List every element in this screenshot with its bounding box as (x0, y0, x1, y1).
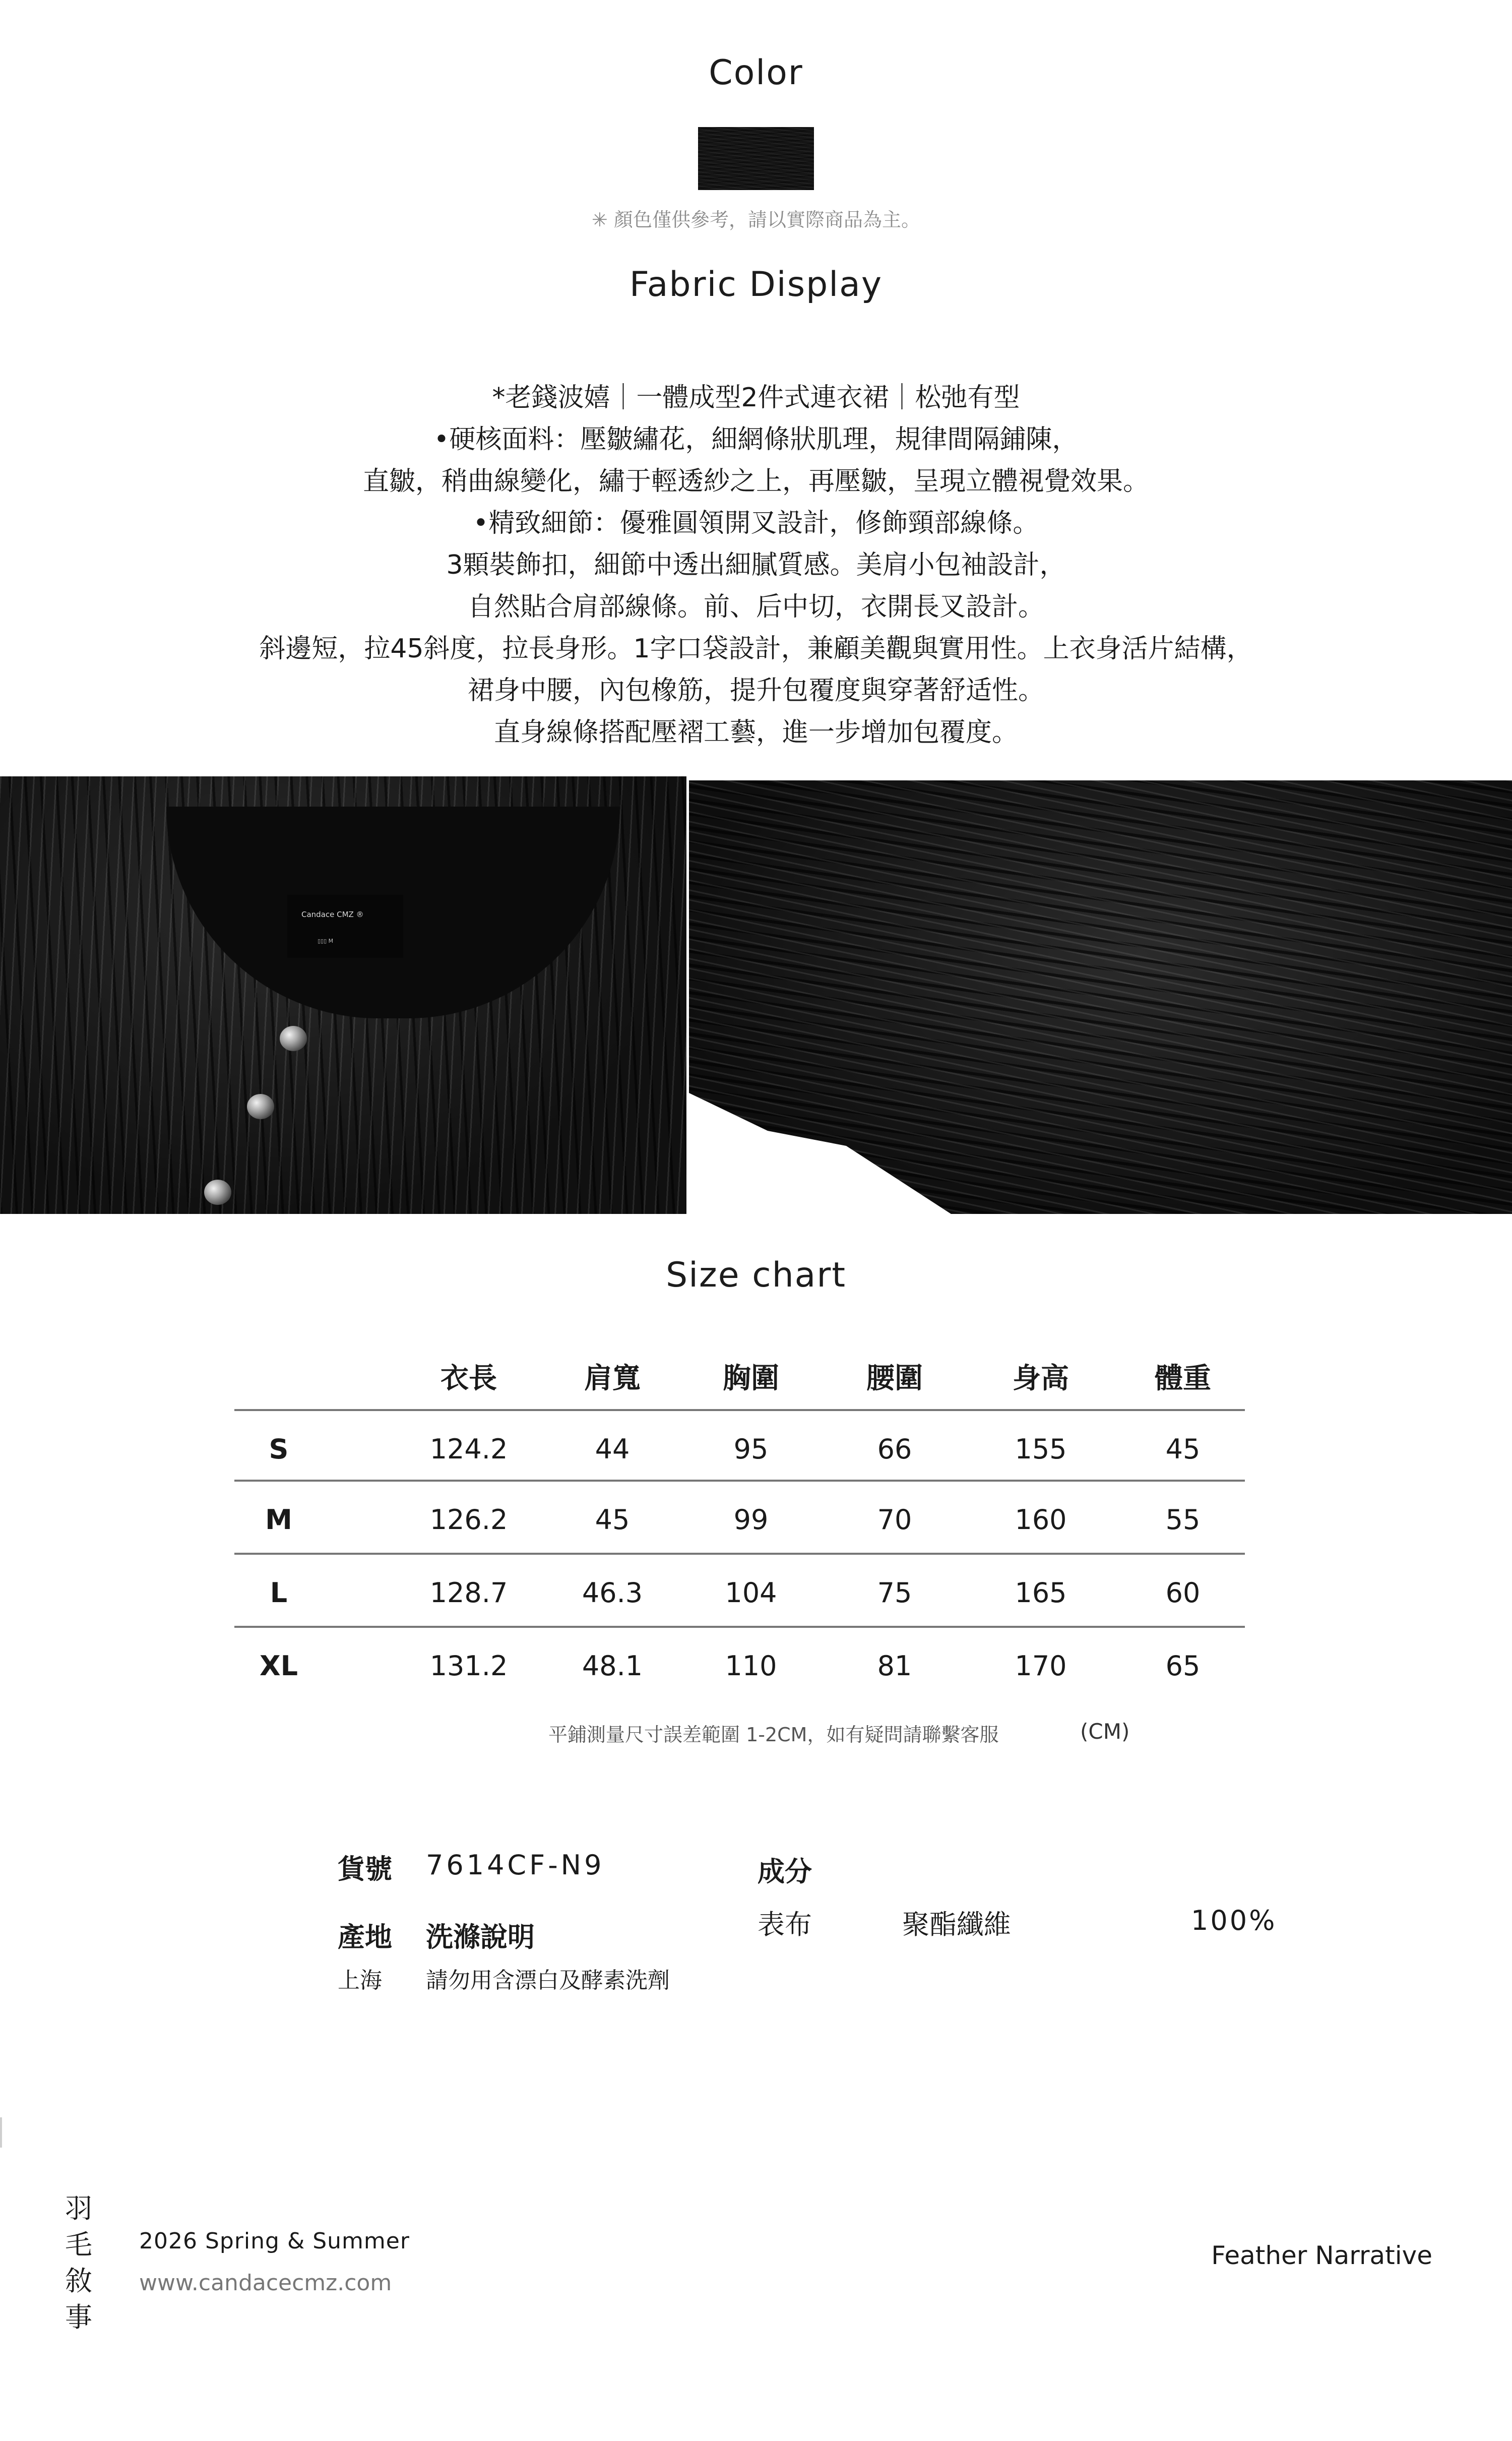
measurement-note: 平鋪測量尺寸誤差範圍 1-2CM，如有疑問請聯繫客服 (548, 1724, 999, 1746)
header-bust: 胸圍 (723, 1362, 779, 1395)
row-divider (234, 1626, 1245, 1628)
description-line: 自然貼合肩部線條。前、后中切，衣開長叉設計。 (467, 592, 1044, 622)
composition-material: 聚酯纖維 (902, 1909, 1011, 1940)
description-line: 3顆裝飾扣，細節中透出細膩質感。美肩小包袖設計， (446, 550, 1066, 580)
measurement-unit: (CM) (1080, 1719, 1130, 1744)
button-icon (247, 1094, 274, 1119)
row-divider (234, 1409, 1245, 1411)
brand-label-text: Candace CMZ ® (301, 910, 364, 919)
table-cell: 75 (877, 1577, 912, 1609)
website-link[interactable]: www.candacecmz.com (139, 2270, 392, 2296)
table-cell: 60 (1165, 1577, 1201, 1609)
size-label: L (270, 1577, 288, 1609)
description-line: *老錢波嬉｜一體成型2件式連衣裙｜松弛有型 (492, 383, 1020, 413)
season-text: 2026 Spring & Summer (139, 2228, 410, 2254)
table-cell: 110 (725, 1650, 777, 1682)
tagline: Feather Narrative (1211, 2241, 1432, 2270)
table-row (234, 1553, 1245, 1623)
table-cell: 131.2 (429, 1650, 508, 1682)
fabric-photo-texture (689, 780, 1512, 1214)
care-label: 洗滌說明 (426, 1921, 535, 1953)
table-cell: 45 (1165, 1433, 1201, 1465)
table-cell: 55 (1165, 1504, 1201, 1536)
table-cell: 44 (595, 1433, 630, 1465)
size-label-text: ▯▯▯ M (318, 938, 334, 944)
button-icon (280, 1026, 307, 1051)
composition-label: 成分 (758, 1856, 812, 1887)
color-swatch[interactable] (698, 127, 814, 190)
table-cell: 126.2 (429, 1504, 508, 1536)
table-row (234, 1409, 1245, 1480)
table-cell: 66 (877, 1433, 912, 1465)
origin-value: 上海 (338, 1968, 382, 1993)
description-line: 直皺，稍曲線變化，繡于輕透紗之上，再壓皺，呈現立體視覺效果。 (362, 466, 1149, 497)
table-cell: 170 (1015, 1650, 1067, 1682)
color-note: ✳ 顏色僅供參考，請以實際商品為主。 (592, 209, 920, 231)
table-cell: 95 (733, 1433, 769, 1465)
color-title: Color (709, 53, 803, 93)
table-cell: 124.2 (429, 1433, 508, 1465)
button-icon (204, 1180, 231, 1205)
size-label: S (269, 1433, 289, 1465)
table-cell: 48.1 (582, 1650, 643, 1682)
brand-char: 事 (65, 2301, 92, 2333)
table-cell: 45 (595, 1504, 630, 1536)
table-cell: 65 (1165, 1650, 1201, 1682)
row-divider (234, 1553, 1245, 1555)
care-value: 請勿用含漂白及酵素洗劑 (426, 1968, 670, 1993)
brand-char: 敘 (65, 2265, 92, 2297)
fabric-title: Fabric Display (629, 265, 883, 304)
row-divider (234, 1480, 1245, 1482)
description-line: 直身線條搭配壓褶工藝，進一步增加包覆度。 (493, 717, 1018, 748)
table-row (234, 1626, 1245, 1696)
table-cell: 160 (1015, 1504, 1067, 1536)
brand-vertical-text (64, 2190, 94, 2336)
description-line: 斜邊短，拉45斜度，拉長身形。1字口袋設計，兼顧美觀與實用性。上衣身活片結構， (259, 634, 1253, 664)
size-chart-title: Size chart (666, 1255, 846, 1295)
table-cell: 70 (877, 1504, 912, 1536)
table-cell: 99 (733, 1504, 769, 1536)
fabric-photo-collar (0, 776, 686, 1214)
table-row (234, 1480, 1245, 1550)
table-cell: 81 (877, 1650, 912, 1682)
header-length: 衣長 (440, 1362, 497, 1395)
table-cell: 46.3 (582, 1577, 643, 1609)
brand-char: 毛 (65, 2229, 92, 2261)
item-no-label: 貨號 (338, 1853, 392, 1885)
header-height: 身高 (1013, 1362, 1069, 1395)
table-cell: 128.7 (429, 1577, 508, 1609)
item-no-value: 7614CF-N9 (426, 1849, 605, 1881)
description-line: •精致細節：優雅圓領開叉設計，修飾頸部線條。 (473, 508, 1039, 538)
table-cell: 165 (1015, 1577, 1067, 1609)
header-shoulder: 肩寬 (584, 1362, 641, 1395)
header-waist: 腰圍 (866, 1362, 923, 1395)
fabric-description (0, 377, 1512, 754)
origin-label: 產地 (338, 1921, 392, 1953)
table-cell: 155 (1015, 1433, 1067, 1465)
table-cell: 104 (725, 1577, 777, 1609)
header-weight: 體重 (1155, 1362, 1211, 1395)
size-label: XL (259, 1650, 298, 1682)
composition-part: 表布 (758, 1909, 812, 1940)
brand-label-tag (287, 895, 403, 958)
description-line: 裙身中腰，內包橡筋，提升包覆度與穿著舒适性。 (467, 676, 1044, 706)
size-label: M (265, 1504, 292, 1536)
description-line: •硬核面料：壓皺繡花，細網條狀肌理，規律間隔鋪陳， (433, 424, 1079, 455)
photo-background-corner (689, 1063, 951, 1214)
composition-percent: 100% (1191, 1905, 1277, 1936)
brand-char: 羽 (65, 2192, 92, 2224)
size-table-header (234, 1356, 1245, 1395)
edge-marker (0, 2117, 2, 2148)
